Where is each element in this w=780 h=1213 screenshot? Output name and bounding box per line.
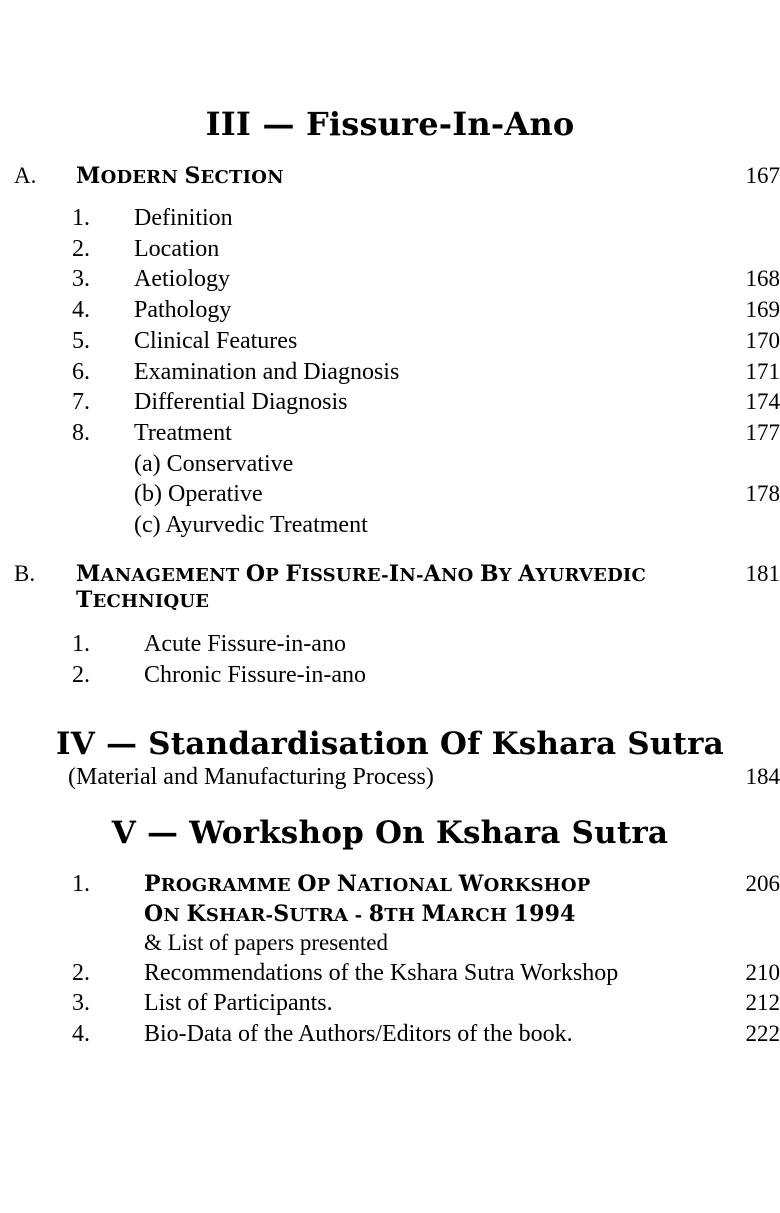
section-a-page: 167 [745,163,780,188]
chapter-5-title: V — Workshop On Kshara Sutra [111,815,669,852]
section-b-row [0,561,780,613]
item-number: 5. [72,327,90,354]
item-number: 4. [72,1021,90,1048]
item-page: 222 [745,1021,780,1047]
toc-subitem [0,479,780,510]
toc-item [0,988,780,1019]
item-label: Aetiology [134,266,230,293]
item-number: 2. [72,959,90,986]
toc-subitem [0,449,780,480]
item-number: 1. [72,630,90,657]
item-page: 212 [745,990,780,1016]
chapter-4-subtitle-row [0,764,780,791]
item-label: Treatment [134,420,232,447]
item-page: 169 [745,297,780,323]
item-number: 8. [72,420,90,447]
section-a-items [0,203,780,541]
toc-item [0,869,780,900]
toc-item [0,660,780,691]
item-label: Location [134,235,220,262]
item-number: 3. [72,266,90,293]
item-label: Clinical Features [134,327,298,354]
item-label: Bio-Data of the Authors/Editors of the book. [144,1021,573,1048]
subitem-label: (c) Ayurvedic Treatment [134,512,368,539]
item-number: 2. [72,235,90,262]
toc-page [0,105,780,1213]
chapter-3-title: III — Fissure-In-Ano [205,105,575,143]
subitem-page: 178 [745,481,780,507]
item-label: Acute Fissure-in-ano [144,630,346,657]
section-b-page: 181 [745,560,780,586]
item-number: 6. [72,358,90,385]
item-page: 206 [745,871,780,897]
subitem-label: (b) Operative [134,481,263,508]
chapter-5-items [0,869,780,1049]
item-number: 1. [72,871,90,898]
chapter-4-title: IV — Standardisation Of Kshara Sutra [56,726,724,763]
item-number: 3. [72,990,90,1017]
item-label: List of Participants. [144,990,333,1017]
item-label: PROGRAMME OP NATIONAL WORKSHOP [144,871,591,898]
item-number: 7. [72,389,90,416]
item-label: Chronic Fissure-in-ano [144,661,366,688]
item-number: 2. [72,661,90,688]
item-label: ON KSHAR-SUTRA - 8TH MARCH 1994 [144,901,576,928]
toc-item-continuation [0,900,780,928]
item-page: 177 [745,420,780,446]
item-page: 171 [745,358,780,384]
section-a-heading: MODERN SECTION [76,163,284,189]
toc-subitem [0,510,780,541]
toc-item [0,295,780,326]
toc-item [0,1019,780,1050]
toc-item [0,418,780,449]
section-b-marker: B. [14,560,36,586]
item-label: Pathology [134,297,232,324]
item-label: Differential Diagnosis [134,389,348,416]
item-page: 174 [745,389,780,415]
item-page: 210 [745,959,780,985]
item-label: Examination and Diagnosis [134,358,400,385]
item-page: 168 [745,266,780,292]
item-label: Recommendations of the Kshara Sutra Workshop [144,959,619,986]
item-number: 1. [72,205,90,231]
toc-item-continuation [0,928,780,957]
toc-item [0,357,780,388]
toc-item [0,203,780,234]
toc-item [0,387,780,418]
toc-item [0,958,780,989]
item-page: 170 [745,327,780,353]
chapter-4-page: 184 [745,764,780,790]
item-label: Definition [134,205,233,231]
toc-item [0,234,780,265]
chapter-4-subtitle: (Material and Manufacturing Process) [68,764,434,791]
section-a-marker: A. [14,163,37,188]
subitem-label: (a) Conservative [134,450,294,477]
section-b-items [0,629,780,690]
section-a-row [0,163,780,189]
toc-item [0,264,780,295]
section-b-heading: MANAGEMENT OP FISSURE-IN-ANO BY AYURVEDIC TECHNIQUE [76,560,647,613]
toc-item [0,326,780,357]
toc-item [0,629,780,660]
item-number: 4. [72,297,90,324]
item-label: & List of papers presented [144,930,388,956]
